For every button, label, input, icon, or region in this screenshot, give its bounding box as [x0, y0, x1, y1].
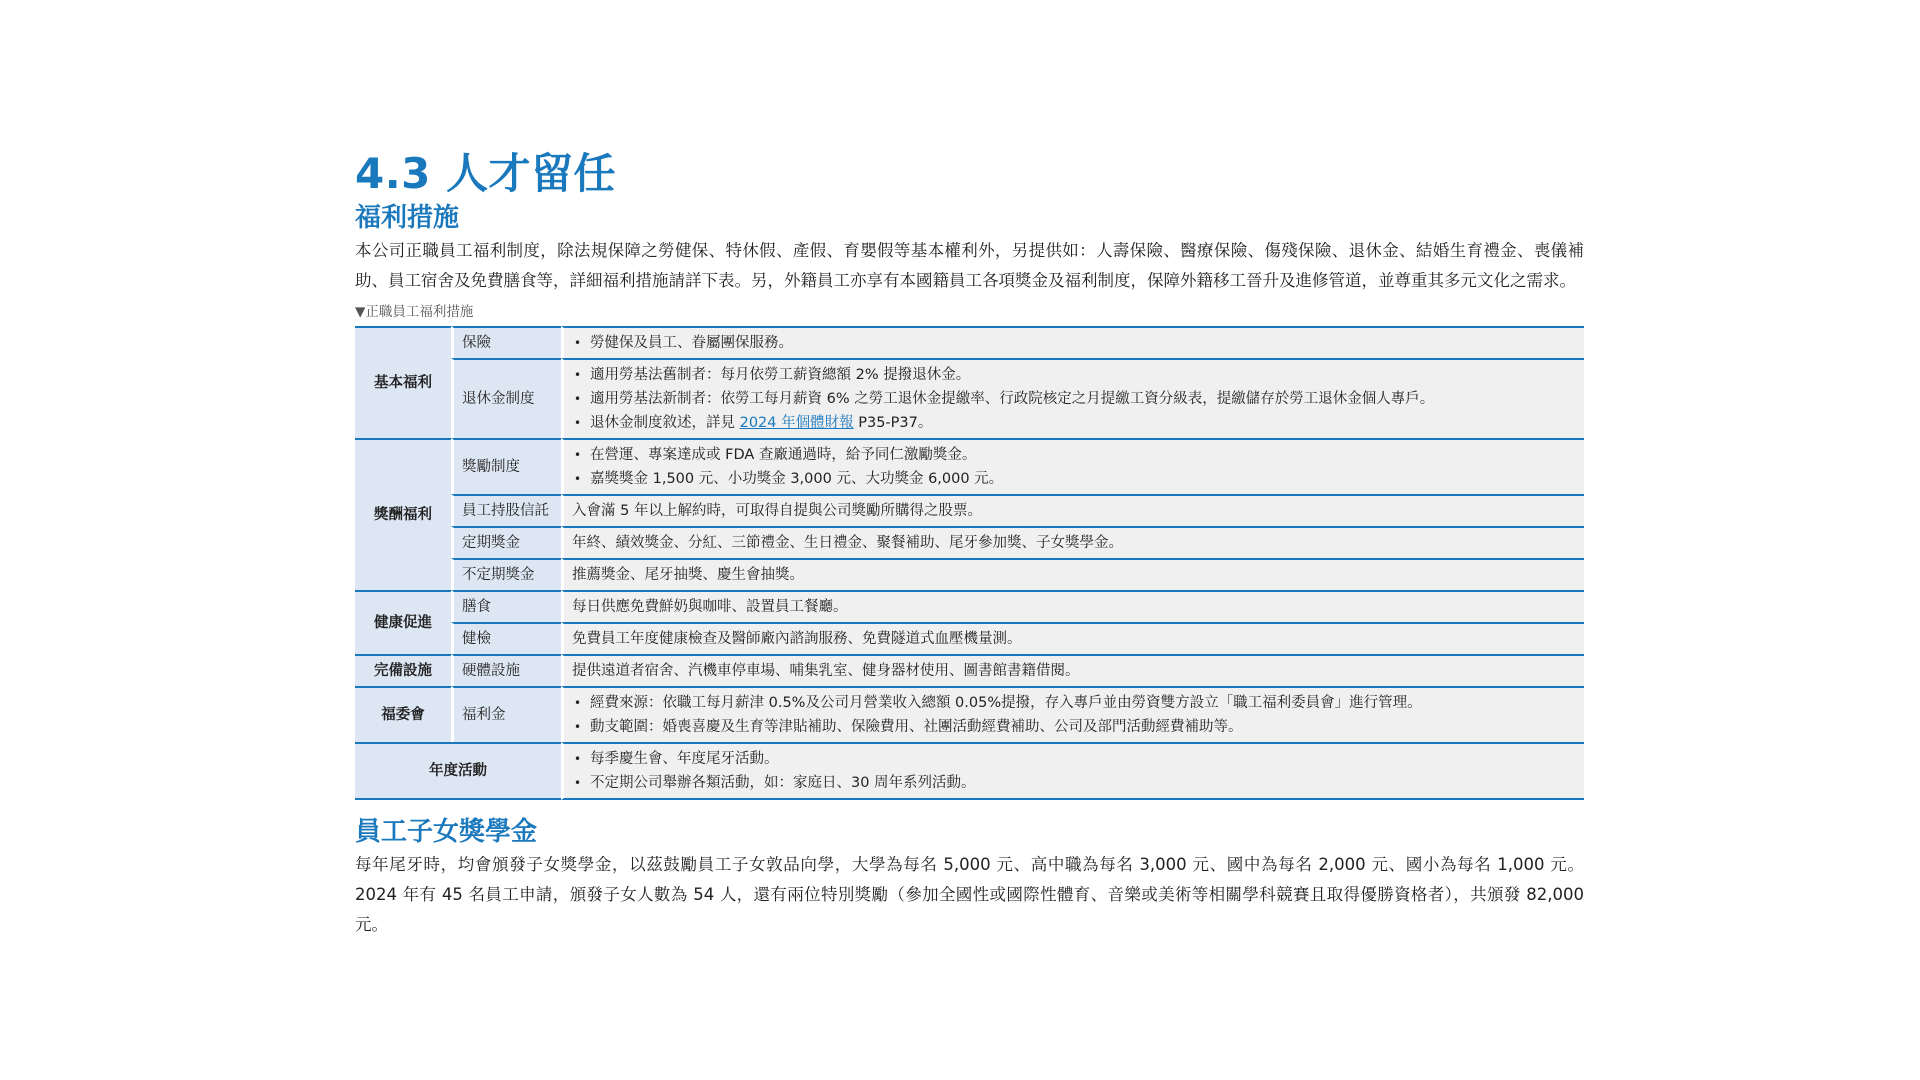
cell-stock: 入會滿 5 年以上解約時，可取得自提與公司獎勵所購得之股票。: [561, 494, 1584, 526]
cell-annual: [561, 742, 1584, 800]
section-title: 4.3 人才留任: [355, 149, 617, 198]
list-item: • 適用勞基法舊制者：每月依勞工薪資總額 2% 提撥退休金。: [590, 363, 1576, 387]
list-item: • 勞健保及員工、眷屬團保服務。: [590, 331, 1576, 355]
sub-irregular-bonus: 不定期獎金: [451, 558, 561, 590]
cell-checkup: 免費員工年度健康檢查及醫師廠內諮詢服務、免費隧道式血壓機量測。: [561, 622, 1584, 654]
cell-incentive: [561, 438, 1584, 494]
sub-incentive: 獎勵制度: [451, 438, 561, 494]
sub-stock: 員工持股信託: [451, 494, 561, 526]
sub-meal: 膳食: [451, 590, 561, 622]
sub-checkup: 健檢: [451, 622, 561, 654]
cell-meal: 每日供應免費鮮奶與咖啡、設置員工餐廳。: [561, 590, 1584, 622]
category-annual: 年度活動: [355, 742, 561, 800]
cell-pension: [561, 358, 1584, 438]
cell-hardware: 提供遠道者宿舍、汽機車停車場、哺集乳室、健身器材使用、圖書館書籍借閱。: [561, 654, 1584, 686]
welfare-paragraph: 本公司正職員工福利制度，除法規保障之勞健保、特休假、產假、育嬰假等基本權利外，另提供如：人壽保險、醫療保險、傷殘保險、退休金、結婚生育禮金、喪儀補助、員工宿舍及免費膳食等，詳細福利措施請詳下表。另，外籍員工亦享有本國籍員工各項獎金及福利制度，保障外籍移工晉升及進修管道，並尊重其多元文化之需求。: [355, 241, 1584, 290]
financial-report-link[interactable]: 2024 年個體財報: [739, 415, 854, 431]
pension-ref-suffix: P35-P37。: [853, 415, 933, 431]
cell-insurance: [561, 326, 1584, 358]
table-row: [355, 438, 1584, 494]
cell-regular-bonus: 年終、績效獎金、分紅、三節禮金、生日禮金、聚餐補助、尾牙參加獎、子女獎學金。: [561, 526, 1584, 558]
table-row: [355, 686, 1584, 742]
table-row: [355, 526, 1584, 558]
pension-ref-prefix: 退休金制度敘述，詳見: [590, 415, 740, 431]
list-item: • 在營運、專案達成或 FDA 查廠通過時，給予同仁激勵獎金。: [590, 443, 1576, 467]
list-item: • 適用勞基法新制者：依勞工每月薪資 6% 之勞工退休金提繳率、行政院核定之月提繳工資分級表，提繳儲存於勞工退休金個人專戶。: [590, 387, 1576, 411]
category-facility: 完備設施: [355, 654, 451, 686]
scholarship-heading: 員工子女獎學金: [355, 817, 538, 847]
cell-fund: [561, 686, 1584, 742]
list-item: [590, 411, 1576, 435]
scholarship-paragraph: 每年尾牙時，均會頒發子女獎學金，以茲鼓勵員工子女敦品向學，大學為每名 5,000 元、高中職為每名 3,000 元、國中為每名 2,000 元、國小為每名 1,000 元。2024 年有 45 名員工申請，頒發子女人數為 54 人，還有兩位特別獎勵（參加全國性或國際性體育、音樂或美術等相關學科競賽且取得優勝資格者），共頒發 82,000 元。: [355, 855, 1584, 934]
welfare-table: [355, 326, 1584, 800]
cell-irregular-bonus: 推薦獎金、尾牙抽獎、慶生會抽獎。: [561, 558, 1584, 590]
welfare-heading: 福利措施: [355, 203, 460, 233]
sub-pension: 退休金制度: [451, 358, 561, 438]
table-row: [355, 654, 1584, 686]
table-caption: ▼正職員工福利措施: [355, 304, 474, 320]
category-basic: 基本福利: [355, 326, 451, 438]
page: [355, 148, 1584, 940]
list-item: • 動支範圍：婚喪喜慶及生育等津貼補助、保險費用、社團活動經費補助、公司及部門活動經費補助等。: [590, 715, 1576, 739]
category-reward: 獎酬福利: [355, 438, 451, 590]
list-item: • 嘉獎獎金 1,500 元、小功獎金 3,000 元、大功獎金 6,000 元。: [590, 467, 1576, 491]
table-row: [355, 590, 1584, 622]
category-health: 健康促進: [355, 590, 451, 654]
category-committee: 福委會: [355, 686, 451, 742]
sub-insurance: 保險: [451, 326, 561, 358]
list-item: • 經費來源：依職工每月薪津 0.5%及公司月營業收入總額 0.05%提撥，存入專戶並由勞資雙方設立「職工福利委員會」進行管理。: [590, 691, 1576, 715]
sub-regular-bonus: 定期獎金: [451, 526, 561, 558]
list-item: • 每季慶生會、年度尾牙活動。: [590, 747, 1576, 771]
table-row: [355, 742, 1584, 800]
table-row: [355, 494, 1584, 526]
sub-hardware: 硬體設施: [451, 654, 561, 686]
table-row: [355, 326, 1584, 358]
table-row: [355, 558, 1584, 590]
sub-fund: 福利金: [451, 686, 561, 742]
table-row: [355, 358, 1584, 438]
list-item: • 不定期公司舉辦各類活動，如：家庭日、30 周年系列活動。: [590, 771, 1576, 795]
table-row: [355, 622, 1584, 654]
